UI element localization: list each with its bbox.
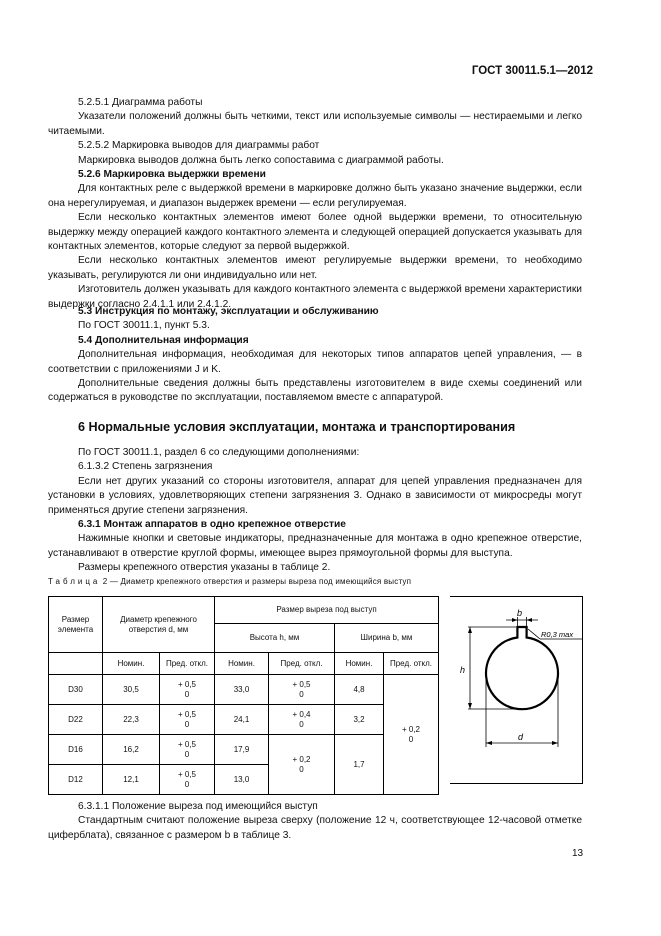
table-row xyxy=(49,705,439,735)
cell-h-dev: + 0,5 0 xyxy=(269,675,335,705)
paragraph: Указатели положений должны быть четкими, текст или используемые символы — нестираемыми и легко читаемыми. xyxy=(48,111,582,137)
table-row xyxy=(49,735,439,765)
paragraph: 5.2.6 Маркировка выдержки времени xyxy=(78,169,266,181)
label-b: b xyxy=(517,608,523,618)
table-caption-text: 2 — Диаметр крепежного отверстия и размеры выреза под имеющийся выступ xyxy=(100,577,412,586)
paragraph: По ГОСТ 30011.1, пункт 5.3. xyxy=(78,320,210,332)
text-block-6 xyxy=(48,446,582,576)
col-header-nominal: Номин. xyxy=(215,653,269,675)
paragraph: Стандартным считают положение выреза сверху (положение 12 ч, соответствующее 12-часовой отметке циферблата), связанное с размером b в таблице 3. xyxy=(48,815,582,841)
paragraph: 5.2.5.2 Маркировка выводов для диаграммы работ xyxy=(78,140,320,152)
paragraph: Дополнительные сведения должны быть представлены изготовителем в виде схемы соединений или содержаться в руководстве по эксплуатации, поставляемом вместе с аппаратурой. xyxy=(48,378,582,404)
cell-b: 4,8 xyxy=(335,675,384,705)
paragraph: 5.4 Дополнительная информация xyxy=(78,334,249,346)
label-d: d xyxy=(518,732,524,742)
cell-h: 33,0 xyxy=(215,675,269,705)
text-block-5-3-5-4 xyxy=(48,305,582,406)
cell-h: 13,0 xyxy=(215,765,269,795)
col-header-deviation: Пред. откл. xyxy=(269,653,335,675)
col-header-size: Размер элемента xyxy=(49,597,103,653)
paragraph: 6.1.3.2 Степень загрязнения xyxy=(78,461,213,473)
paragraph: 6.3.1.1 Положение выреза под имеющийся выступ xyxy=(78,801,318,812)
cell-size: D30 xyxy=(49,675,103,705)
col-header-deviation: Пред. откл. xyxy=(160,653,215,675)
paragraph: Изготовитель должен указывать для каждого контактного элемента с выдержкой времени характеристики выдержки согласно 2.4.1.1 или 2.4.1.2. xyxy=(48,284,582,310)
cell-d: 30,5 xyxy=(103,675,160,705)
cell-h-dev: + 0,2 0 xyxy=(269,735,335,795)
cell-h: 24,1 xyxy=(215,705,269,735)
table-row xyxy=(49,675,439,705)
cell-d: 22,3 xyxy=(103,705,160,735)
col-header-diameter: Диаметр крепежного отверстия d, мм xyxy=(103,597,215,653)
cell-h-dev: + 0,4 0 xyxy=(269,705,335,735)
cell-size: D22 xyxy=(49,705,103,735)
dimensions-table xyxy=(48,596,439,795)
col-header-deviation: Пред. откл. xyxy=(384,653,439,675)
label-h: h xyxy=(460,665,466,675)
paragraph: 6.3.1 Монтаж аппаратов в одно крепежное отверстие xyxy=(78,519,346,531)
paragraph: 5.2.5.1 Диаграмма работы xyxy=(78,97,203,108)
cell-b: 1,7 xyxy=(335,735,384,795)
col-header-nominal: Номин. xyxy=(335,653,384,675)
paragraph: Если нет других указаний со стороны изготовителя, аппарат для цепей управления предназначен для установки в условиях, удовлетворяющих степени загрязнения 3. Однако в зависимости от микросреды могут применяться другие степени загрязнения. xyxy=(48,475,582,516)
text-block-6-3-1-1 xyxy=(48,800,582,843)
col-header-height: Высота h, мм xyxy=(215,624,335,653)
cell-size: D12 xyxy=(49,765,103,795)
table-caption-word: Таблица xyxy=(48,577,101,586)
paragraph: Маркировка выводов должна быть легко сопоставима с диаграммой работы. xyxy=(78,154,444,166)
paragraph: 5.3 Инструкция по монтажу, эксплуатации и обслуживанию xyxy=(78,306,379,317)
paragraph: Если несколько контактных элементов имеют более одной выдержки времени, то относительную выдержку между операцией каждого контактного элемента и следующей операцией допускается указывать для контактных элементов, которые следуют за первой выдержкой. xyxy=(48,212,582,253)
cell-size: D16 xyxy=(49,735,103,765)
cell-d: 16,2 xyxy=(103,735,160,765)
cell-b: 3,2 xyxy=(335,705,384,735)
document-header: ГОСТ 30011.5.1—2012 xyxy=(471,65,593,77)
section-6-heading: 6 Нормальные условия эксплуатации, монтажа и транспортирования xyxy=(78,420,516,434)
cell-d-dev: + 0,5 0 xyxy=(160,705,215,735)
col-header-cutout: Размер выреза под выступ xyxy=(215,597,439,624)
paragraph: Дополнительная информация, необходимая для некоторых типов аппаратов цепей управления, — в соответствии с приложениями J и K. xyxy=(48,349,582,375)
cell-h: 17,9 xyxy=(215,735,269,765)
page-number: 13 xyxy=(572,848,584,859)
hole-diagram xyxy=(450,597,582,783)
paragraph: Нажимные кнопки и световые индикаторы, предназначенные для монтажа в одно крепежное отверстие, устанавливают в отверстие круглой формы, имеющее вырез прямоугольной формы для выступа. xyxy=(48,533,582,559)
cell-b-dev: + 0,2 0 xyxy=(384,675,439,795)
col-header-nominal: Номин. xyxy=(103,653,160,675)
col-header-width: Ширина b, мм xyxy=(335,624,439,653)
cell-d-dev: + 0,5 0 xyxy=(160,735,215,765)
label-radius: R0,3 max xyxy=(541,630,574,639)
empty-cell xyxy=(49,653,103,675)
paragraph: Размеры крепежного отверстия указаны в таблице 2. xyxy=(78,562,331,574)
cell-d-dev: + 0,5 0 xyxy=(160,675,215,705)
cutout-figure xyxy=(450,596,583,784)
cell-d: 12,1 xyxy=(103,765,160,795)
cell-d-dev: + 0,5 0 xyxy=(160,765,215,795)
paragraph: По ГОСТ 30011.1, раздел 6 со следующими дополнениями: xyxy=(78,447,360,458)
paragraph: Для контактных реле с выдержкой времени в маркировке должно быть указано значение выдержки, если она нерегулируемая, и диапазон выдержек времени — если регулируемая. xyxy=(48,183,582,209)
table-caption xyxy=(48,577,411,586)
paragraph: Если несколько контактных элементов имеют регулируемые выдержки времени, то необходимо указывать, регулируются ли они индивидуально или нет. xyxy=(48,255,582,281)
text-block-5-2 xyxy=(48,96,582,312)
